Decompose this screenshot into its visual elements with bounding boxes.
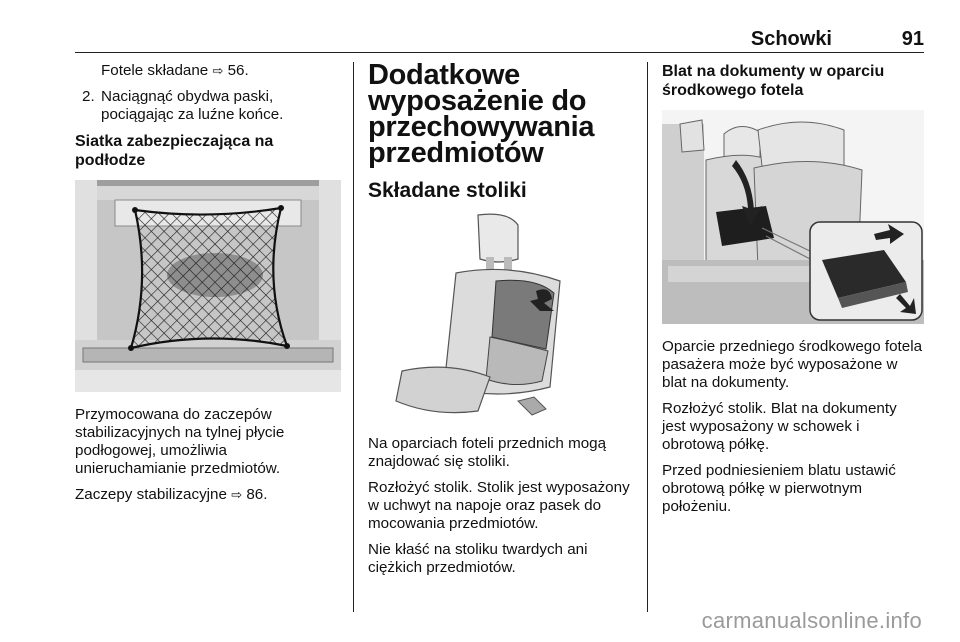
paragraph: Nie kłaść na stoliku twardych ani ciężkich przedmiotów.: [368, 541, 588, 576]
paragraph: Rozłożyć stolik. Blat na dokumenty jest wyposażony w schowek i obrotową półkę.: [662, 400, 897, 453]
paragraph: Zaczepy stabilizacyjne ⇨ 86.: [75, 486, 268, 503]
paragraph: Oparcie przedniego środkowego fotela pasażera może być wyposażone w blat na dokumenty.: [662, 338, 923, 391]
reference-arrow-icon: ⇨: [231, 487, 243, 502]
page-reference-link[interactable]: 86.: [246, 486, 268, 503]
list-item: [75, 88, 341, 124]
cargo-net-illustration: [75, 180, 341, 392]
folding-table-seat-illustration: [368, 211, 636, 421]
chapter-title: Dodatkowe wyposażenie do przechowywania przedmiotów: [368, 59, 595, 169]
continued-step-text: Fotele składane ⇨ 56.: [101, 62, 249, 79]
section-title: Schowki: [750, 28, 832, 50]
column-divider: [647, 62, 648, 612]
column-right: [662, 62, 924, 524]
section-heading: Blat na dokumenty w oparciu środkowego fotela: [662, 63, 885, 99]
paragraph: Na oparciach foteli przednich mogą znajdować się stoliki.: [368, 435, 607, 470]
reference-arrow-icon: ⇨: [212, 63, 224, 78]
column-divider: [353, 62, 354, 612]
step-number: 2.: [82, 88, 95, 105]
document-table-seat-illustration: [662, 110, 924, 324]
page-reference-link[interactable]: 56.: [227, 62, 249, 79]
column-left: [75, 62, 341, 512]
page-number: 91: [901, 28, 924, 50]
page-header: [75, 28, 924, 53]
paragraph: Przymocowana do zaczepów stabilizacyjnych na tylnej płycie podłogowej, umożliwia unieruchamianie przedmiotów.: [75, 406, 285, 477]
step-text: Naciągnąć obydwa paski, pociągając za luźne końce.: [101, 88, 284, 123]
column-middle: [368, 59, 636, 585]
subsection-title: Składane stoliki: [368, 179, 527, 202]
paragraph: Rozłożyć stolik. Stolik jest wyposażony w uchwyt na napoje oraz pasek do mocowania przedmiotów.: [368, 479, 630, 532]
paragraph: Przed podniesieniem blatu ustawić obrotową półkę w pierwotnym położeniu.: [662, 462, 896, 515]
section-heading: Siatka zabezpieczająca na podłodze: [75, 133, 274, 169]
watermark: carmanualsonline.info: [701, 608, 922, 633]
